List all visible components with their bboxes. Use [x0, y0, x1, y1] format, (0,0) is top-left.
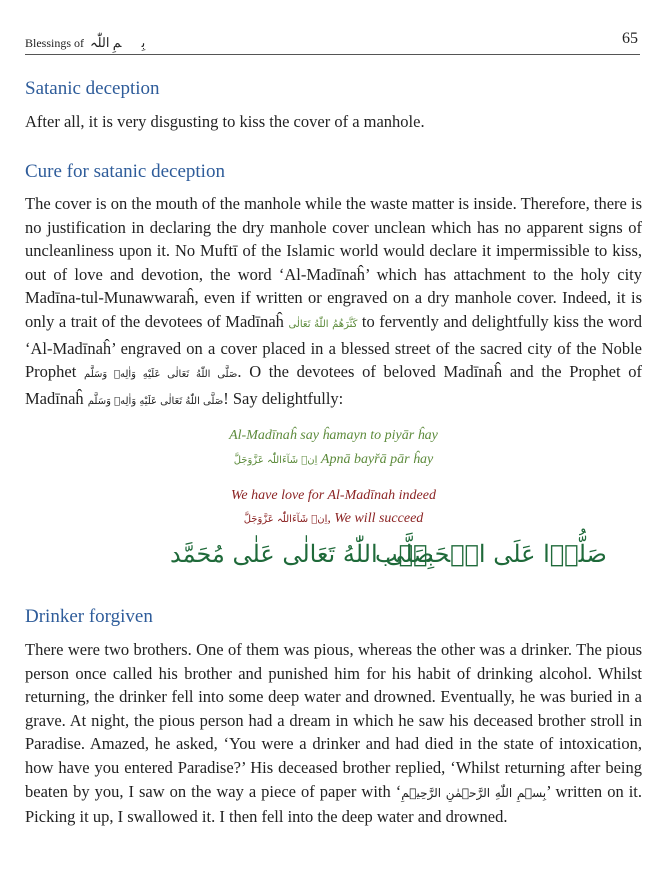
verse-line-4-arabic: اِنۡ شَآءَاللّٰہ عَزَّوَجَلَّ — [243, 514, 328, 525]
verse-line-3: We have love for Al-Madīnah indeed — [231, 488, 436, 503]
page-header — [25, 26, 640, 55]
verse-line-1: Al-Madīnaĥ say ĥamayn to piyār ĥay — [229, 428, 438, 443]
running-title — [25, 35, 145, 51]
running-title-arabic: بِسۡمِ اللّٰہ — [90, 35, 146, 50]
arabic-salutation-1: صَلَّى اللّٰهُ تَعَالٰى عَلَيْهِ وَاٰلِهٖ وَسَلَّم — [84, 369, 238, 381]
verse-line-2-text: Apnā bayřā pār ĥay — [320, 452, 434, 467]
paragraph-cure — [25, 192, 642, 413]
paragraph-drinker-text-1: There were two brothers. One of them was pious, whereas the other was a drinker. The pious person once called his brother and punished him for his habit of drinking alcohol. Whilst returning, the drinker fell into some deep water and drowned. Eventually, he was buried in a grave. At night, the pious person had a dream in which he saw his deceased brother stroll in Paradise. Amazed, he asked, ‘You were a drinker and had died in the state of intoxication, how have you entered Paradise?’ His deceased brother replied, ‘Whilst returning after being beaten by you, I saw on the way a piece of paper with ‘ — [25, 640, 642, 801]
verse-line-4-text: We will succeed — [334, 511, 424, 526]
paragraph-satanic-deception: After all, it is very disgusting to kiss the cover of a manhole. — [25, 112, 425, 131]
heading-satanic-deception: Satanic deception — [25, 78, 160, 99]
verse-line-2-arabic: اِنۡ شَآءَاللّٰہ عَزَّوَجَلَّ — [233, 455, 318, 466]
arabic-bismillah: بِسۡمِ اللّٰهِ الرَّحۡمٰنِ الرَّحِیۡمِ — [401, 785, 547, 800]
paragraph-drinker-forgiven — [25, 638, 642, 829]
heading-drinker-forgiven: Drinker forgiven — [25, 606, 153, 627]
verse-line-2 — [0, 452, 667, 468]
paragraph-cure-text-4: ! Say delightfully: — [223, 388, 344, 408]
arabic-honorific-1: كَثَّرَهُمُ اللّٰهُ تَعَالٰى — [288, 318, 358, 330]
paragraph-drinker-text-2: ’ written on it. Picking it up, I swallowed it. I then fell into the deep water and drowned. — [25, 781, 642, 827]
paragraph-cure-text-2: to fervently and delightfully kiss the word ‘Al-Madīnaĥ’ engraved on a cover placed in a blessed street of the sacred city of the Noble Prophet — [25, 311, 642, 382]
page-number: 65 — [622, 30, 638, 47]
verse-line-4: اِنۡ شَآءَاللّٰہ عَزَّوَجَلَّ, We will succeed — [243, 511, 424, 526]
paragraph-cure-text-3: . O the devotees of beloved Madīnaĥ and the Prophet of Madīnaĥ — [25, 362, 642, 408]
heading-cure-for-satanic-deception: Cure for satanic deception — [25, 161, 225, 182]
salawat-left: صَلَّى اللّٰهُ تَعَالٰى عَلٰى مُحَمَّد — [170, 540, 434, 568]
running-title-text: Blessings of — [25, 36, 85, 50]
paragraph-cure-text-1: The cover is on the mouth of the manhole while the waste matter is inside. Therefore, there is no justification in declaring the dry manhole cover unclean which has no apparent signs of uncleanliness upon it. No Muftī of the Islamic world would declare it impermissible to kiss, out of love and devotion, the word ‘Al-Madīnaĥ’ which has attachment to the holy city Madīna-tul-Munawwaraĥ, even if written or engraved on a dry manhole cover. Indeed, it is only a trait of the devotees of Madīnaĥ — [25, 194, 642, 331]
arabic-salutation-2: صَلَّى اللّٰهُ تَعَالٰى عَلَيْهِ وَاٰلِهٖ وَسَلَّم — [87, 395, 224, 407]
salawat-right: صَلُّوۡا عَلَى الۡحَبِيۡب — [375, 540, 607, 568]
